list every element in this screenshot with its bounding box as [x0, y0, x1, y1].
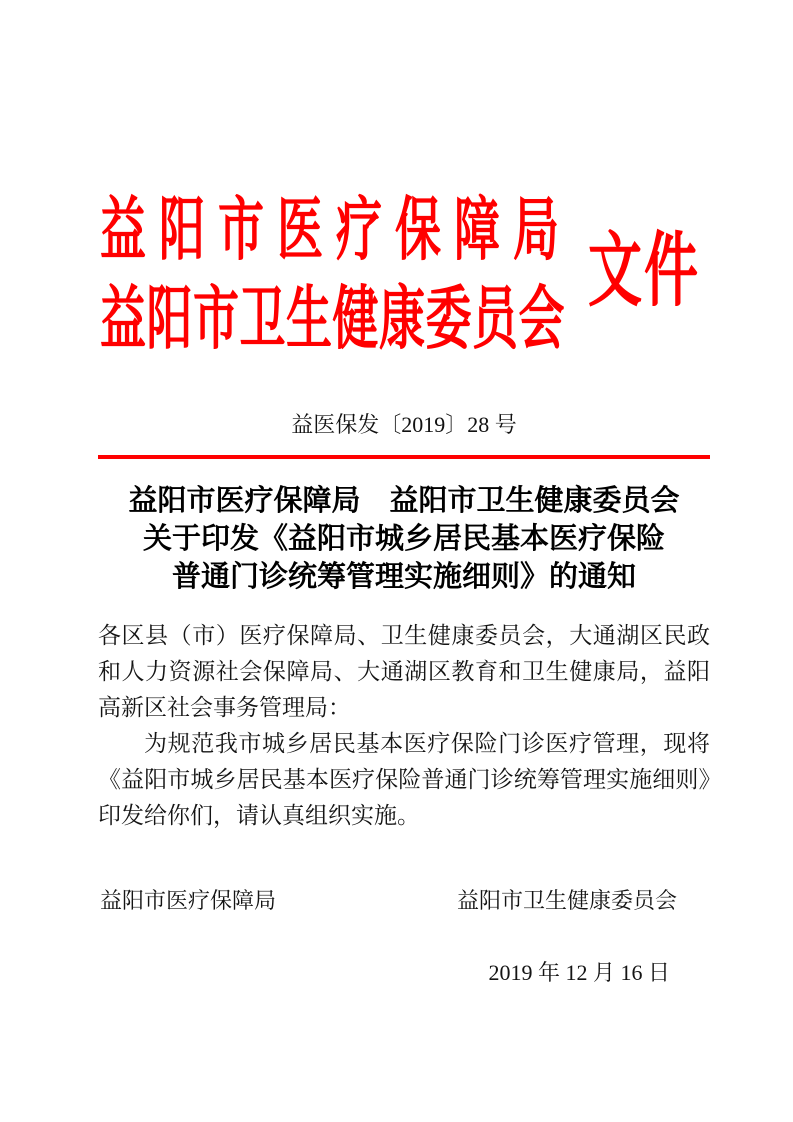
letterhead-doc-type-label: 文件: [588, 226, 700, 317]
red-divider-line: [98, 455, 710, 459]
letterhead-agency-2: 益阳市卫生健康委员会: [100, 280, 565, 357]
document-number: 益医保发〔2019〕28 号: [291, 412, 517, 437]
issue-date: 2019 年 12 月 16 日: [488, 960, 670, 985]
body-paragraph: 为规范我市城乡居民基本医疗保险门诊医疗管理，现将《益阳市城乡居民基本医疗保险普通门诊统筹管理实施细则》印发给你们，请认真组织实施。: [98, 731, 710, 828]
recipients-paragraph: 各区县（市）医疗保障局、卫生健康委员会，大通湖区民政和人力资源社会保障局、大通湖区教育和卫生健康局，益阳高新区社会事务管理局：: [98, 623, 710, 720]
title-line-1: 益阳市医疗保障局 益阳市卫生健康委员会: [128, 485, 680, 517]
document-title: [88, 482, 720, 596]
title-line-2: 关于印发《益阳市城乡居民基本医疗保险: [142, 523, 665, 555]
signature-right: 益阳市卫生健康委员会: [456, 888, 677, 913]
signature-row: [100, 886, 710, 916]
letterhead-agency-1: 益阳市医疗保障局: [100, 191, 572, 268]
document-body: [98, 618, 710, 834]
title-line-3: 普通门诊统筹管理实施细则》的通知: [171, 561, 636, 593]
signature-left: 益阳市医疗保障局: [100, 888, 277, 913]
